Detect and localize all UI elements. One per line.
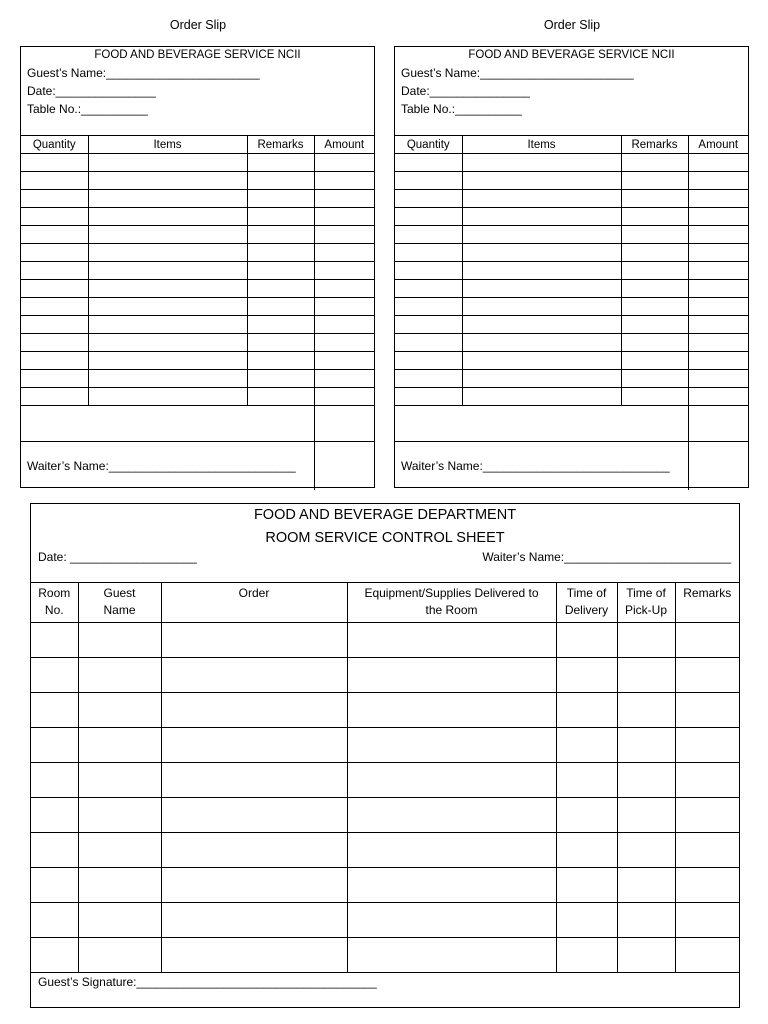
order-row[interactable]	[395, 316, 748, 334]
room-service-cell[interactable]	[347, 903, 556, 938]
order-cell[interactable]	[688, 280, 748, 298]
order-row[interactable]	[21, 316, 374, 334]
order-row[interactable]	[395, 172, 748, 190]
order-cell[interactable]	[88, 352, 247, 370]
order-cell[interactable]	[314, 298, 374, 316]
waiter-name-field: Waiter’s Name:_________________________	[482, 550, 731, 564]
room-service-row[interactable]	[31, 798, 739, 833]
order-cell[interactable]	[688, 172, 748, 190]
room-service-cell[interactable]	[675, 938, 739, 973]
order-cell[interactable]	[247, 352, 314, 370]
room-service-row[interactable]	[31, 833, 739, 868]
slip-header: FOOD AND BEVERAGE SERVICE NCII	[468, 49, 675, 61]
order-row[interactable]	[395, 370, 748, 388]
order-cell[interactable]	[688, 370, 748, 388]
col-quantity: Quantity	[21, 136, 88, 154]
room-service-cell[interactable]	[31, 623, 78, 658]
room-service-cell[interactable]	[675, 903, 739, 938]
col-time-pickup: Time of Pick-Up	[617, 583, 675, 623]
order-cell[interactable]	[688, 154, 748, 172]
col-order: Order	[161, 583, 347, 623]
order-cell[interactable]	[621, 262, 688, 280]
room-service-cell[interactable]	[31, 728, 78, 763]
order-row[interactable]	[21, 154, 374, 172]
room-service-cell[interactable]	[556, 903, 617, 938]
room-service-cell[interactable]	[347, 623, 556, 658]
room-service-cell[interactable]	[161, 903, 347, 938]
order-cell[interactable]	[247, 316, 314, 334]
order-cell[interactable]	[462, 208, 621, 226]
order-cell[interactable]	[462, 298, 621, 316]
room-service-cell[interactable]	[617, 693, 675, 728]
total-row	[395, 406, 748, 442]
order-cell[interactable]	[247, 298, 314, 316]
col-remarks: Remarks	[247, 136, 314, 154]
col-amount: Amount	[688, 136, 748, 154]
room-service-row[interactable]	[31, 658, 739, 693]
order-cell[interactable]	[462, 244, 621, 262]
order-row[interactable]	[395, 190, 748, 208]
waiter-name-field: Waiter’s Name:____________________________	[395, 442, 688, 491]
room-service-row[interactable]	[31, 693, 739, 728]
room-service-cell[interactable]	[161, 728, 347, 763]
order-cell[interactable]	[88, 298, 247, 316]
order-cell[interactable]	[88, 190, 247, 208]
order-cell[interactable]	[621, 226, 688, 244]
order-cell[interactable]	[247, 388, 314, 406]
order-cell[interactable]	[21, 154, 88, 172]
order-row[interactable]	[21, 388, 374, 406]
col-amount: Amount	[314, 136, 374, 154]
slip-title-2: Order Slip	[543, 18, 601, 32]
order-cell[interactable]	[88, 226, 247, 244]
col-items: Items	[462, 136, 621, 154]
col-remarks: Remarks	[675, 583, 739, 623]
room-service-cell[interactable]	[347, 728, 556, 763]
order-cell[interactable]	[21, 388, 88, 406]
order-cell[interactable]	[88, 172, 247, 190]
order-row[interactable]	[395, 154, 748, 172]
room-service-cell[interactable]	[617, 763, 675, 798]
room-service-row[interactable]	[31, 938, 739, 973]
order-row[interactable]	[21, 208, 374, 226]
room-service-cell[interactable]	[161, 798, 347, 833]
order-cell[interactable]	[247, 244, 314, 262]
waiter-name-field: Waiter’s Name:____________________________	[21, 442, 314, 491]
order-cell[interactable]	[314, 190, 374, 208]
room-service-cell[interactable]	[675, 693, 739, 728]
order-cell[interactable]	[621, 370, 688, 388]
order-cell[interactable]	[395, 298, 462, 316]
order-cell[interactable]	[462, 388, 621, 406]
room-service-cell[interactable]	[556, 798, 617, 833]
order-cell[interactable]	[247, 334, 314, 352]
order-cell[interactable]	[247, 226, 314, 244]
order-row[interactable]	[395, 244, 748, 262]
room-service-cell[interactable]	[617, 938, 675, 973]
order-cell[interactable]	[21, 280, 88, 298]
col-equipment: Equipment/Supplies Delivered to the Room	[347, 583, 556, 623]
room-service-cell[interactable]	[31, 903, 78, 938]
order-slip-1	[20, 46, 375, 488]
order-cell[interactable]	[314, 316, 374, 334]
room-service-row[interactable]	[31, 903, 739, 938]
room-service-cell[interactable]	[617, 623, 675, 658]
order-row[interactable]	[395, 262, 748, 280]
room-service-cell[interactable]	[617, 658, 675, 693]
order-cell[interactable]	[688, 226, 748, 244]
order-cell[interactable]	[88, 208, 247, 226]
room-service-cell[interactable]	[347, 833, 556, 868]
order-cell[interactable]	[688, 262, 748, 280]
date-field: Date: ___________________	[38, 550, 197, 564]
date-field: Date:_______________	[27, 84, 156, 98]
room-service-cell[interactable]	[556, 623, 617, 658]
room-service-cell[interactable]	[675, 728, 739, 763]
order-row[interactable]	[21, 370, 374, 388]
room-service-cell[interactable]	[556, 728, 617, 763]
room-service-cell[interactable]	[617, 833, 675, 868]
order-cell[interactable]	[462, 352, 621, 370]
room-service-cell[interactable]	[347, 798, 556, 833]
order-row[interactable]	[395, 280, 748, 298]
order-cell[interactable]	[621, 352, 688, 370]
col-room-no: Room No.	[31, 583, 78, 623]
order-cell[interactable]	[314, 262, 374, 280]
room-service-cell[interactable]	[556, 938, 617, 973]
order-cell[interactable]	[462, 370, 621, 388]
waiter-row	[395, 442, 748, 491]
order-cell[interactable]	[462, 154, 621, 172]
order-cell[interactable]	[688, 388, 748, 406]
order-cell[interactable]	[688, 244, 748, 262]
order-cell[interactable]	[621, 298, 688, 316]
order-cell[interactable]	[621, 172, 688, 190]
order-cell[interactable]	[88, 244, 247, 262]
room-service-row[interactable]	[31, 763, 739, 798]
department-title: FOOD AND BEVERAGE DEPARTMENT	[253, 507, 517, 523]
order-cell[interactable]	[21, 244, 88, 262]
order-cell[interactable]	[314, 154, 374, 172]
room-service-cell[interactable]	[617, 798, 675, 833]
order-cell[interactable]	[21, 334, 88, 352]
slip-header: FOOD AND BEVERAGE SERVICE NCII	[94, 49, 301, 61]
order-cell[interactable]	[88, 388, 247, 406]
order-row[interactable]	[395, 352, 748, 370]
guest-name-field: Guest’s Name:_______________________	[401, 66, 634, 80]
slip-title-1: Order Slip	[169, 18, 227, 32]
order-cell[interactable]	[314, 280, 374, 298]
room-service-row[interactable]	[31, 868, 739, 903]
order-cell[interactable]	[21, 208, 88, 226]
order-cell[interactable]	[314, 172, 374, 190]
order-cell[interactable]	[621, 334, 688, 352]
room-service-cell[interactable]	[675, 623, 739, 658]
order-cell[interactable]	[621, 280, 688, 298]
col-quantity: Quantity	[395, 136, 462, 154]
order-slip-2	[394, 46, 749, 488]
order-cell[interactable]	[247, 280, 314, 298]
room-service-table	[31, 582, 739, 973]
order-cell[interactable]	[247, 172, 314, 190]
order-cell[interactable]	[88, 334, 247, 352]
sheet-title: ROOM SERVICE CONTROL SHEET	[265, 530, 505, 546]
room-service-cell[interactable]	[78, 938, 161, 973]
order-cell[interactable]	[21, 190, 88, 208]
order-cell[interactable]	[21, 172, 88, 190]
order-cell[interactable]	[688, 298, 748, 316]
order-cell[interactable]	[462, 316, 621, 334]
room-service-cell[interactable]	[556, 658, 617, 693]
room-service-row[interactable]	[31, 728, 739, 763]
order-row[interactable]	[21, 244, 374, 262]
room-service-cell[interactable]	[31, 833, 78, 868]
order-cell[interactable]	[395, 154, 462, 172]
order-cell[interactable]	[688, 352, 748, 370]
room-service-cell[interactable]	[347, 938, 556, 973]
order-cell[interactable]	[314, 226, 374, 244]
room-service-cell[interactable]	[347, 693, 556, 728]
col-guest-name: Guest Name	[78, 583, 161, 623]
order-row[interactable]	[21, 262, 374, 280]
order-cell[interactable]	[314, 370, 374, 388]
order-cell[interactable]	[621, 154, 688, 172]
room-service-cell[interactable]	[347, 658, 556, 693]
room-service-sheet	[30, 503, 740, 1008]
room-service-cell[interactable]	[78, 693, 161, 728]
order-cell[interactable]	[247, 190, 314, 208]
room-service-cell[interactable]	[31, 938, 78, 973]
room-service-cell[interactable]	[161, 623, 347, 658]
order-cell[interactable]	[395, 244, 462, 262]
order-cell[interactable]	[21, 262, 88, 280]
room-service-cell[interactable]	[78, 623, 161, 658]
room-service-cell[interactable]	[347, 763, 556, 798]
order-cell[interactable]	[395, 172, 462, 190]
order-cell[interactable]	[88, 262, 247, 280]
order-cell[interactable]	[621, 244, 688, 262]
room-service-cell[interactable]	[617, 728, 675, 763]
order-row[interactable]	[21, 352, 374, 370]
room-service-cell[interactable]	[161, 938, 347, 973]
order-row[interactable]	[395, 388, 748, 406]
order-cell[interactable]	[395, 316, 462, 334]
room-service-cell[interactable]	[347, 868, 556, 903]
order-row[interactable]	[21, 190, 374, 208]
order-cell[interactable]	[88, 280, 247, 298]
order-cell[interactable]	[247, 154, 314, 172]
room-service-cell[interactable]	[31, 658, 78, 693]
room-service-cell[interactable]	[161, 763, 347, 798]
total-row	[21, 406, 374, 442]
order-row[interactable]	[395, 208, 748, 226]
room-service-cell[interactable]	[78, 833, 161, 868]
room-service-cell[interactable]	[78, 868, 161, 903]
order-cell[interactable]	[314, 244, 374, 262]
order-cell[interactable]	[462, 226, 621, 244]
room-service-cell[interactable]	[31, 868, 78, 903]
order-rows	[395, 154, 748, 406]
order-table	[21, 135, 374, 490]
order-cell[interactable]	[395, 388, 462, 406]
room-service-cell[interactable]	[675, 868, 739, 903]
room-service-cell[interactable]	[78, 728, 161, 763]
room-service-cell[interactable]	[161, 833, 347, 868]
table-no-field: Table No.:__________	[27, 102, 148, 116]
room-service-cell[interactable]	[161, 658, 347, 693]
col-time-delivery: Time of Delivery	[556, 583, 617, 623]
order-cell[interactable]	[247, 208, 314, 226]
order-row[interactable]	[395, 226, 748, 244]
room-service-cell[interactable]	[675, 763, 739, 798]
room-service-cell[interactable]	[31, 693, 78, 728]
order-cell[interactable]	[395, 226, 462, 244]
guest-signature-field: Guest’s Signature:____________________________________	[38, 975, 377, 989]
order-cell[interactable]	[621, 190, 688, 208]
order-cell[interactable]	[395, 208, 462, 226]
order-cell[interactable]	[314, 388, 374, 406]
room-service-cell[interactable]	[78, 763, 161, 798]
order-cell[interactable]	[21, 370, 88, 388]
order-cell[interactable]	[395, 370, 462, 388]
order-cell[interactable]	[462, 172, 621, 190]
room-service-cell[interactable]	[556, 868, 617, 903]
order-cell[interactable]	[621, 316, 688, 334]
order-cell[interactable]	[21, 298, 88, 316]
room-service-cell[interactable]	[675, 833, 739, 868]
order-cell[interactable]	[688, 316, 748, 334]
room-service-cell[interactable]	[617, 903, 675, 938]
order-cell[interactable]	[395, 262, 462, 280]
order-cell[interactable]	[395, 190, 462, 208]
room-service-cell[interactable]	[31, 763, 78, 798]
room-service-cell[interactable]	[675, 798, 739, 833]
order-row[interactable]	[395, 298, 748, 316]
order-row[interactable]	[21, 298, 374, 316]
order-cell[interactable]	[688, 208, 748, 226]
room-service-cell[interactable]	[556, 693, 617, 728]
room-service-cell[interactable]	[161, 868, 347, 903]
room-service-row[interactable]	[31, 623, 739, 658]
room-service-cell[interactable]	[675, 658, 739, 693]
order-cell[interactable]	[88, 370, 247, 388]
order-cell[interactable]	[395, 334, 462, 352]
order-cell[interactable]	[688, 190, 748, 208]
room-service-cell[interactable]	[78, 903, 161, 938]
order-cell[interactable]	[21, 316, 88, 334]
waiter-row	[21, 442, 374, 491]
col-remarks: Remarks	[621, 136, 688, 154]
order-cell[interactable]	[395, 352, 462, 370]
room-service-cell[interactable]	[78, 798, 161, 833]
order-row[interactable]	[21, 172, 374, 190]
order-cell[interactable]	[247, 370, 314, 388]
guest-name-field: Guest’s Name:_______________________	[27, 66, 260, 80]
order-row[interactable]	[21, 334, 374, 352]
order-cell[interactable]	[395, 280, 462, 298]
date-field: Date:_______________	[401, 84, 530, 98]
order-rows	[21, 154, 374, 406]
order-cell[interactable]	[688, 334, 748, 352]
col-items: Items	[88, 136, 247, 154]
order-cell[interactable]	[314, 334, 374, 352]
order-cell[interactable]	[462, 190, 621, 208]
order-row[interactable]	[395, 334, 748, 352]
room-service-rows	[31, 623, 739, 973]
order-cell[interactable]	[621, 208, 688, 226]
order-row[interactable]	[21, 226, 374, 244]
table-no-field: Table No.:__________	[401, 102, 522, 116]
order-cell[interactable]	[462, 280, 621, 298]
order-cell[interactable]	[21, 352, 88, 370]
room-service-cell[interactable]	[556, 833, 617, 868]
order-cell[interactable]	[462, 262, 621, 280]
order-cell[interactable]	[462, 334, 621, 352]
order-cell[interactable]	[21, 226, 88, 244]
order-cell[interactable]	[621, 388, 688, 406]
order-row[interactable]	[21, 280, 374, 298]
order-cell[interactable]	[314, 352, 374, 370]
order-cell[interactable]	[88, 316, 247, 334]
room-service-cell[interactable]	[78, 658, 161, 693]
order-cell[interactable]	[314, 208, 374, 226]
order-cell[interactable]	[247, 262, 314, 280]
room-service-cell[interactable]	[161, 693, 347, 728]
order-table	[395, 135, 748, 490]
room-service-cell[interactable]	[31, 798, 78, 833]
room-service-cell[interactable]	[617, 868, 675, 903]
room-service-cell[interactable]	[556, 763, 617, 798]
order-cell[interactable]	[88, 154, 247, 172]
